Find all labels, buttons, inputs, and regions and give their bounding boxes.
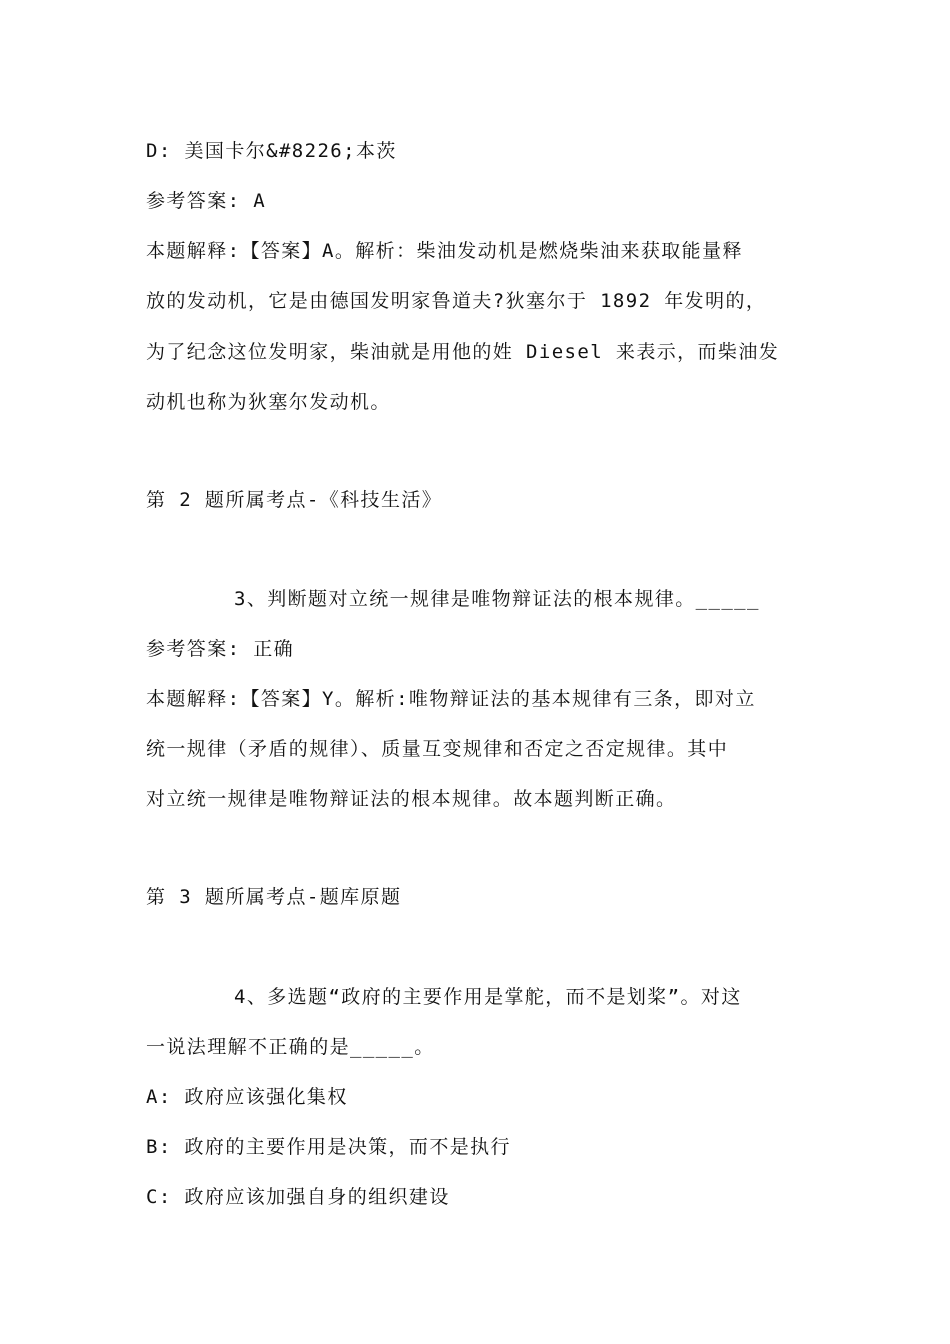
- q4-option-c: C: 政府应该加强自身的组织建设: [146, 1186, 450, 1208]
- q3-answer: 参考答案: 正确: [146, 638, 295, 660]
- q1-explanation-line-1: 本题解释:【答案】A。解析：柴油发动机是燃烧柴油来获取能量释: [146, 240, 743, 262]
- q3-explanation-line-1: 本题解释:【答案】Y。解析:唯物辩证法的基本规律有三条，即对立: [146, 688, 756, 710]
- q4-question-line-2: 一说法理解不正确的是_____。: [146, 1036, 435, 1058]
- q1-option-d: D: 美国卡尔&#8226;本茨: [146, 140, 397, 162]
- q3-topic: 第 3 题所属考点-题库原题: [146, 886, 402, 908]
- q3-explanation-line-2: 统一规律（矛盾的规律）、质量互变规律和否定之否定规律。其中: [146, 738, 729, 760]
- q4-option-b: B: 政府的主要作用是决策，而不是执行: [146, 1136, 511, 1158]
- q4-option-a: A: 政府应该强化集权: [146, 1086, 348, 1108]
- q3-question: 3、判断题对立统一规律是唯物辩证法的根本规律。_____: [234, 588, 760, 610]
- q1-explanation-line-2: 放的发动机，它是由德国发明家鲁道夫?狄塞尔于 1892 年发明的，: [146, 290, 767, 312]
- q4-question-line-1: 4、多选题“政府的主要作用是掌舵，而不是划桨”。对这: [234, 986, 742, 1008]
- q1-answer: 参考答案: A: [146, 190, 267, 212]
- q1-explanation-line-4: 动机也称为狄塞尔发动机。: [146, 391, 391, 413]
- q3-explanation-line-3: 对立统一规律是唯物辩证法的根本规律。故本题判断正确。: [146, 788, 677, 810]
- q2-topic: 第 2 题所属考点-《科技生活》: [146, 489, 443, 511]
- q1-explanation-line-3: 为了纪念这位发明家，柴油就是用他的姓 Diesel 来表示，而柴油发: [146, 341, 780, 363]
